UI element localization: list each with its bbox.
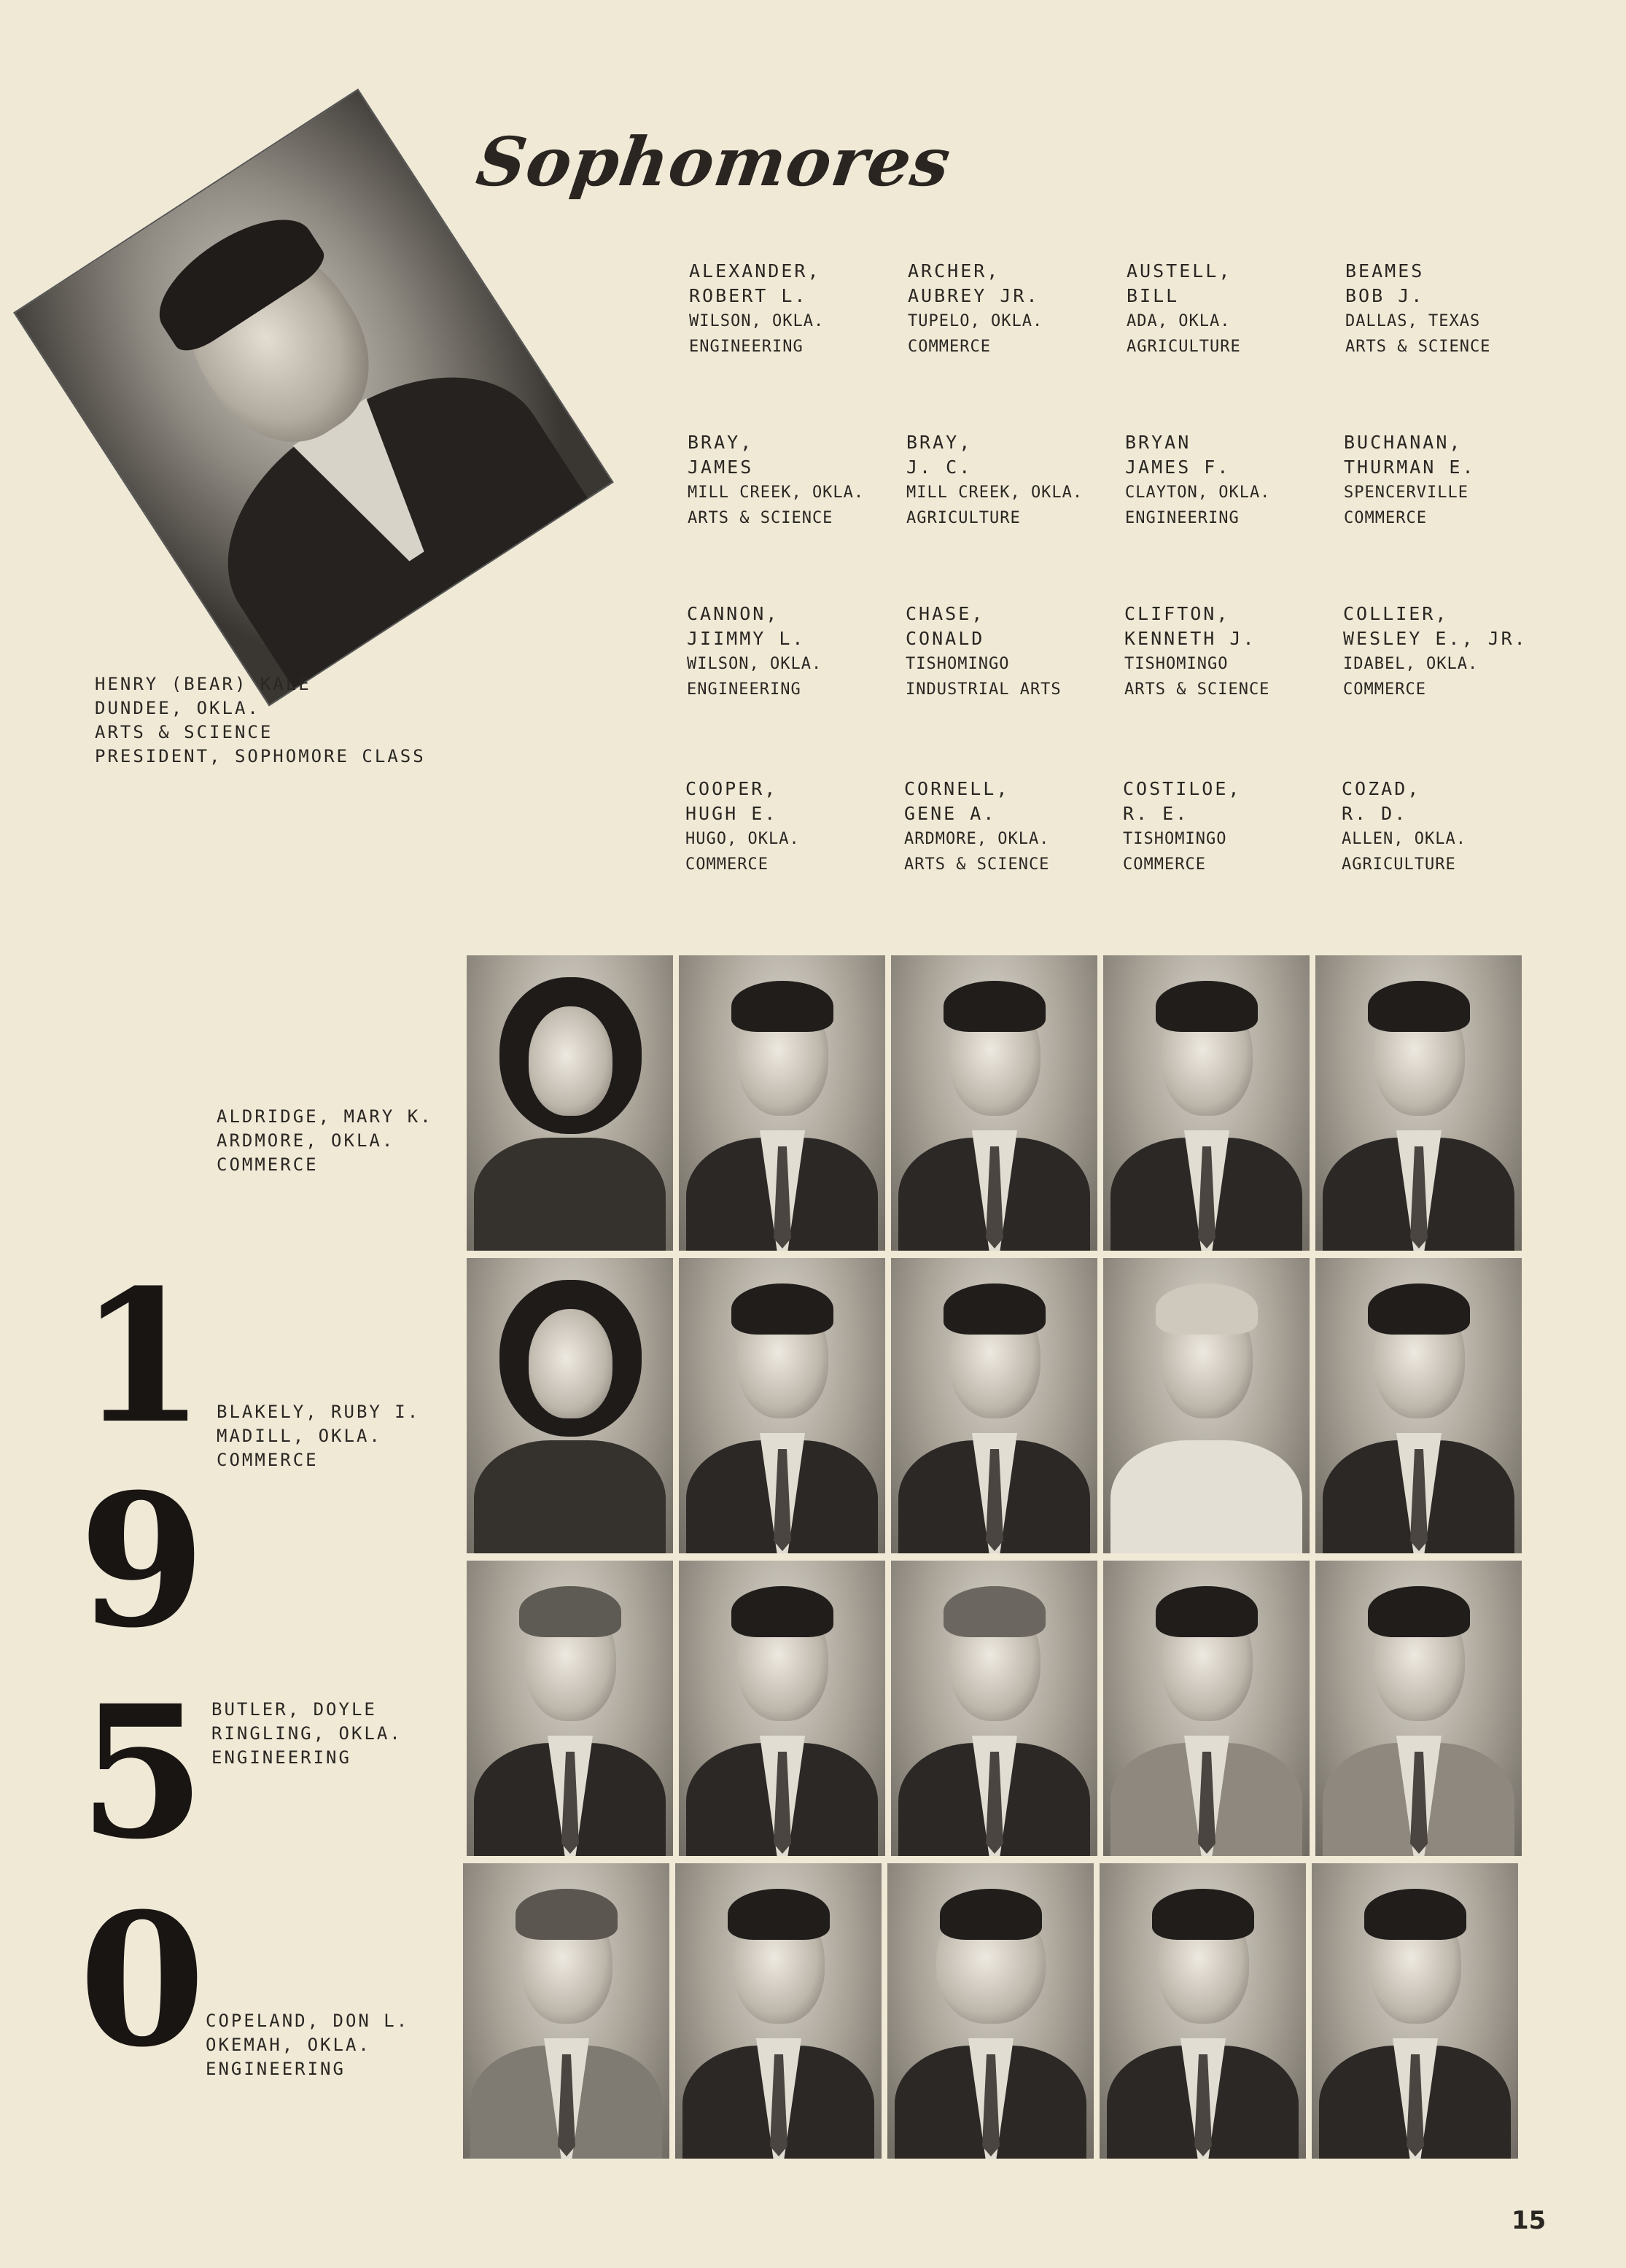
student-entry: CORNELL, GENE A. ARDMORE, OKLA. ARTS & SCIENCE bbox=[904, 778, 1050, 874]
portrait-photo bbox=[1100, 1863, 1306, 2159]
portrait-photo bbox=[891, 955, 1097, 1251]
featured-name: HENRY (BEAR) KALE bbox=[95, 674, 311, 694]
student-entry: BEAMES BOB J. DALLAS, TEXAS ARTS & SCIENCE bbox=[1345, 260, 1491, 356]
student-entry: CANNON, JIIMMY L. WILSON, OKLA. ENGINEERING bbox=[687, 603, 822, 699]
portrait-photo bbox=[1103, 1561, 1310, 1856]
row-caption: COPELAND, DON L. OKEMAH, OKLA. ENGINEERING bbox=[206, 2011, 410, 2079]
portrait-photo bbox=[1315, 1561, 1522, 1856]
portrait-photo bbox=[679, 955, 885, 1251]
portrait-photo bbox=[679, 1561, 885, 1856]
featured-hometown: DUNDEE, OKLA. bbox=[95, 698, 260, 718]
row-caption: BUTLER, DOYLE RINGLING, OKLA. ENGINEERING bbox=[211, 1699, 402, 1768]
portrait-photo bbox=[887, 1863, 1094, 2159]
featured-school: ARTS & SCIENCE bbox=[95, 722, 273, 742]
student-entry: ALEXANDER, ROBERT L. WILSON, OKLA. ENGINEERING bbox=[689, 260, 825, 356]
student-entry: AUSTELL, BILL ADA, OKLA. AGRICULTURE bbox=[1127, 260, 1241, 356]
student-entry: BUCHANAN, THURMAN E. SPENCERVILLE COMMERCE bbox=[1344, 432, 1476, 527]
year-digit: 0 bbox=[79, 1873, 206, 2087]
student-entry: ARCHER, AUBREY JR. TUPELO, OKLA. COMMERCE bbox=[908, 260, 1043, 356]
portrait-photo bbox=[1315, 955, 1522, 1251]
portrait-photo bbox=[679, 1258, 885, 1553]
student-entry: BRYAN JAMES F. CLAYTON, OKLA. ENGINEERING bbox=[1125, 432, 1271, 527]
featured-office: PRESIDENT, SOPHOMORE CLASS bbox=[95, 746, 426, 766]
row-caption: ALDRIDGE, MARY K. ARDMORE, OKLA. COMMERCE bbox=[217, 1106, 433, 1175]
year-digit: 9 bbox=[79, 1453, 206, 1668]
portrait-photo bbox=[467, 1258, 673, 1553]
page-number: 15 bbox=[1512, 2206, 1547, 2235]
student-entry: COLLIER, WESLEY E., JR. IDABEL, OKLA. COMMERCE bbox=[1343, 603, 1528, 699]
student-entry: COOPER, HUGH E. HUGO, OKLA. COMMERCE bbox=[685, 778, 800, 874]
year-digit: 5 bbox=[79, 1665, 206, 1879]
portrait-photo bbox=[467, 1561, 673, 1856]
portrait-photo bbox=[463, 1863, 669, 2159]
portrait-grid bbox=[463, 955, 1524, 2166]
student-entry: BRAY, J. C. MILL CREEK, OKLA. AGRICULTURE bbox=[906, 432, 1084, 527]
student-entry: COSTILOE, R. E. TISHOMINGO COMMERCE bbox=[1123, 778, 1242, 874]
student-entry: CLIFTON, KENNETH J. TISHOMINGO ARTS & SCIENCE bbox=[1124, 603, 1270, 699]
student-entry: CHASE, CONALD TISHOMINGO INDUSTRIAL ARTS bbox=[906, 603, 1062, 699]
portrait-photo bbox=[1103, 955, 1310, 1251]
page-title: Sophomores bbox=[472, 123, 956, 201]
portrait-photo bbox=[891, 1561, 1097, 1856]
student-entries bbox=[685, 259, 1560, 886]
portrait-photo bbox=[1312, 1863, 1518, 2159]
portrait-photo bbox=[1315, 1258, 1522, 1553]
portrait-photo bbox=[467, 955, 673, 1251]
portrait-photo bbox=[1103, 1258, 1310, 1553]
student-entry: COZAD, R. D. ALLEN, OKLA. AGRICULTURE bbox=[1342, 778, 1466, 874]
portrait-photo bbox=[891, 1258, 1097, 1553]
portrait-photo bbox=[675, 1863, 882, 2159]
featured-caption bbox=[95, 672, 426, 769]
year-digit: 1 bbox=[79, 1249, 206, 1464]
row-caption: BLAKELY, RUBY I. MADILL, OKLA. COMMERCE bbox=[217, 1402, 421, 1470]
student-entry: BRAY, JAMES MILL CREEK, OKLA. ARTS & SCIENCE bbox=[688, 432, 865, 527]
